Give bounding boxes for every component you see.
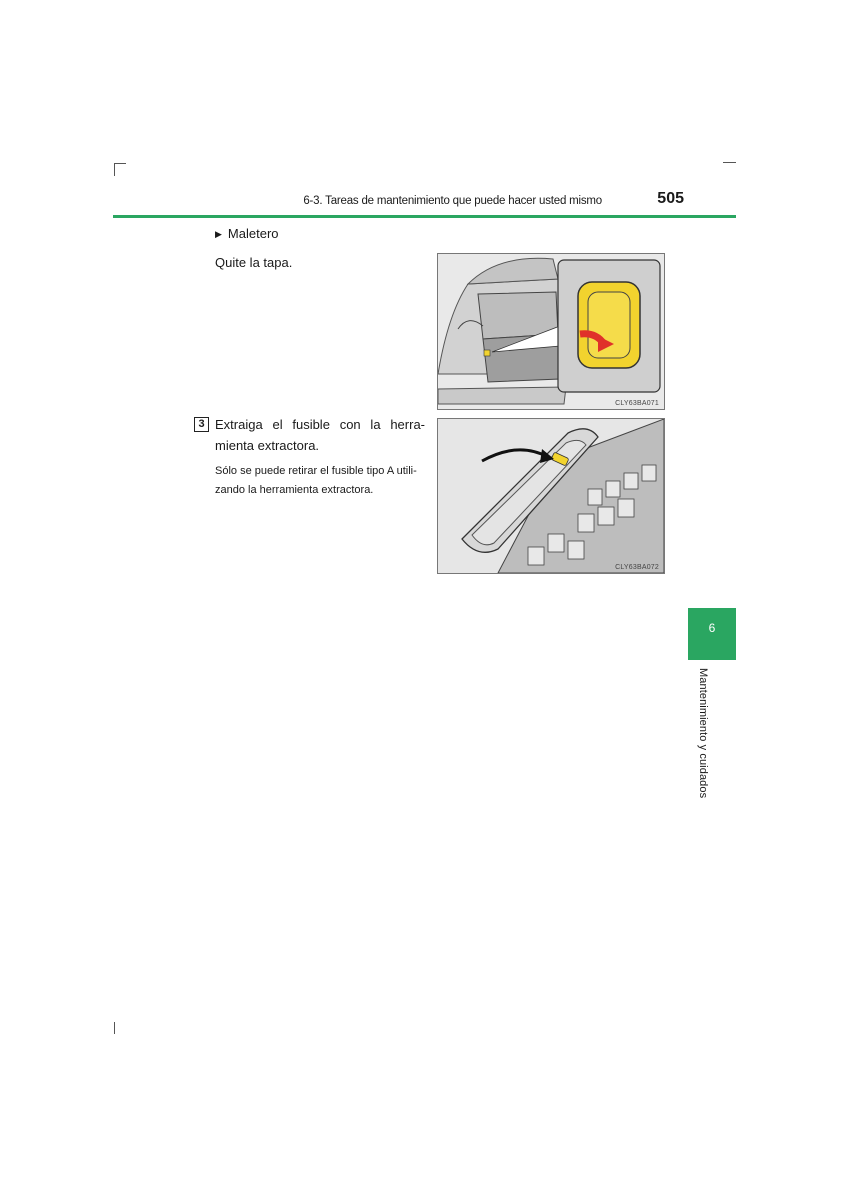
- figure-trunk-cover: [437, 253, 665, 410]
- crop-mark-bottom-left: [114, 1022, 115, 1034]
- crop-mark-top-right: [723, 162, 736, 163]
- section-heading: [215, 226, 279, 241]
- section-heading-label: Maletero: [227, 226, 279, 241]
- figure-fuse-puller: [437, 418, 665, 574]
- figure-code: CLY63BA072: [615, 564, 659, 571]
- running-header-title: 6-3. Tareas de mantenimiento que puede hacer usted mismo: [303, 195, 602, 207]
- trunk-illustration: [438, 254, 664, 409]
- chapter-tab: 6: [688, 608, 736, 660]
- instruction-remove-cover: Quite la tapa.: [215, 255, 293, 270]
- chapter-title-vertical: Mantenimiento y cuidados: [697, 668, 709, 799]
- step-3-note: Sólo se puede retirar el fusible tipo A utili-zando la herramienta extractora.: [215, 465, 417, 496]
- header-rule: [113, 215, 736, 218]
- fuse-box-illustration: [438, 419, 664, 573]
- figure-code: CLY63BA071: [615, 400, 659, 407]
- crop-mark-top-left-horizontal: [114, 163, 126, 164]
- step-3-text: Extraiga el fusible con la herra-mienta extractora.: [215, 417, 425, 453]
- page-number: 505: [657, 190, 684, 207]
- step-number-badge: 3: [194, 417, 209, 432]
- triangle-bullet-icon: ▶: [215, 229, 222, 239]
- crop-mark-top-left-vertical: [114, 163, 115, 176]
